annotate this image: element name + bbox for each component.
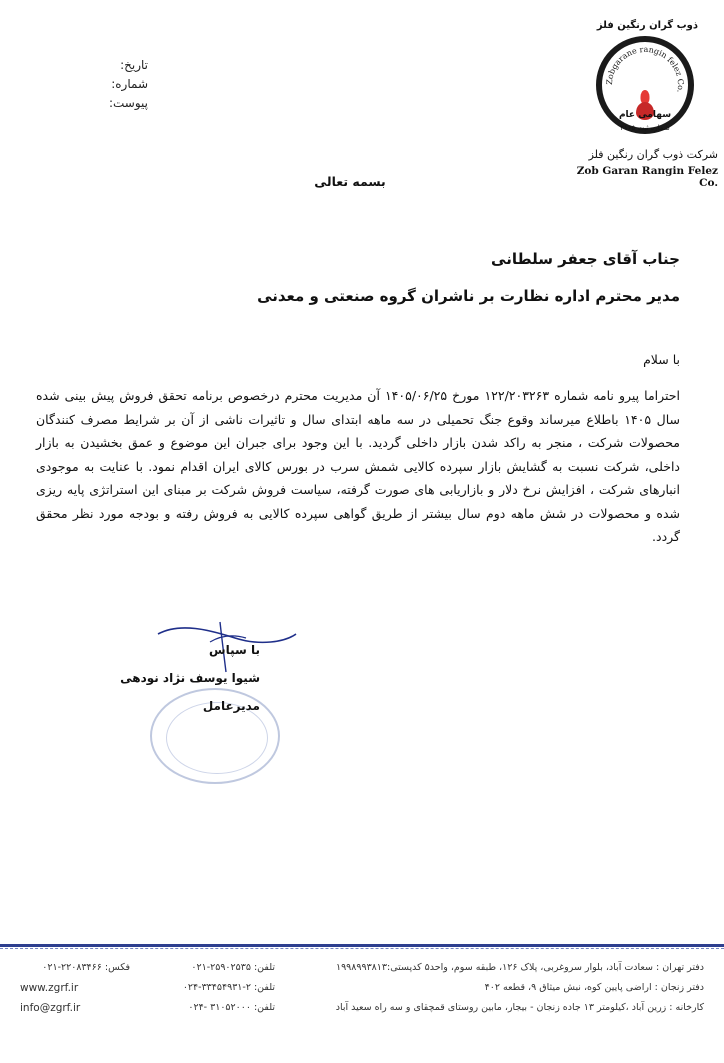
- number-label: شماره:: [111, 77, 148, 91]
- fax-number: فکس: ۲۲۰۸۳۴۶۶-۰۲۱: [42, 962, 130, 973]
- address-factory: کارخانه : زرین آباد ،کیلومتر ۱۳ جاده زنجان - بیجار، مابین روستای قمچقای و سه راه سعید آباد: [335, 1002, 704, 1013]
- footer-dashed-divider: [0, 948, 724, 950]
- footer-addresses: [290, 958, 704, 1018]
- attachment-label: پیوست:: [108, 96, 148, 110]
- footer-phones: [135, 958, 275, 1018]
- logo-brand-text: ذوب گران رنگین فلز: [596, 20, 698, 31]
- recipient-name: جناب آقای جعفر سلطانی: [491, 250, 680, 268]
- footer-contact: [20, 958, 130, 1018]
- date-label: تاریخ:: [120, 58, 148, 72]
- signer-title: مدیرعامل: [202, 699, 260, 713]
- company-name-fa: شرکت ذوب گران رنگین فلز: [588, 148, 718, 161]
- website-link[interactable]: www.zgrf.ir: [20, 982, 79, 994]
- signature-block: [120, 636, 260, 720]
- address-zanjan: دفتر زنجان : اراضی پایین کوه، نبش میثاق ۹، قطعه ۴۰۲: [484, 982, 704, 993]
- phone-tehran: تلفن: ۲۵۹۰۲۵۳۵-۰۲۱: [191, 962, 275, 973]
- basmala: بسمه تعالی: [314, 174, 386, 189]
- footer-divider: [0, 944, 724, 947]
- letter-body: احتراما پیرو نامه شماره ۱۲۲/۲۰۳۲۶۳ مورخ ۱۴۰۵/۰۶/۲۵ آن مدیریت محترم درخصوص برنامه تحقق فروش پیش بینی شده سال ۱۴۰۵ باطلاع میرساند وقوع جنگ تحمیلی در سه ماهه ابتدای سال و تاثیرات ناشی از آن بر شرایط مصرف کنندگان محصولات شرکت ، منجر به راکد شدن بازار داخلی گردید. با این وجود برای جبران این موضوع و عمق بخشیدن به بازار داخلی، شرکت نسبت به گشایش بازار سپرده کالایی شمش سرب در بورس کالای ایران اقدام نمود. با عنایت به موجودی انبارهای شرکت ، افزایش نرخ دلار و بازاریابی های صورت گرفته، سیاست فروش شرکت بر مبنای این استراتژی پایه ریزی شده و محصولات در شش ماهه دوم سال بیشتر از طریق گواهی سپرده کالایی به فروش رفته و بودجه مورد نظر محقق گردد.: [36, 388, 680, 544]
- company-logo: [586, 18, 704, 142]
- phone-factory: تلفن: ۳۱۰۵۲۰۰۰ -۰۲۴: [188, 1002, 275, 1013]
- signer-name: شیوا یوسف نژاد نودهی: [120, 671, 260, 685]
- phone-zanjan: تلفن: ۲-۳۳۴۵۴۹۳۱-۰۲۴: [182, 982, 275, 993]
- letter-meta: [68, 56, 148, 113]
- recipient-title: مدیر محترم اداره نظارت بر ناشران گروه صنعتی و معدنی: [257, 287, 680, 305]
- email-link[interactable]: info@zgrf.ir: [20, 1002, 81, 1014]
- logo-registration: شماره ثبت ۲۱۶۵: [620, 124, 670, 132]
- svg-text:Zobgarane rangin felez Co.: [605, 45, 685, 94]
- address-tehran: دفتر تهران : سعادت آباد، بلوار سروغربی، پلاک ۱۲۶، طبقه سوم، واحد۵ کدپستی:۱۹۹۸۹۹۳۸۱۳: [335, 962, 704, 973]
- logo-ring-text: Zobgarane rangin felez Co.: [604, 44, 686, 94]
- logo-company-type: سهامی عام: [618, 110, 672, 120]
- closing-text: با سپاس: [209, 643, 260, 657]
- greeting: با سلام: [643, 352, 680, 367]
- company-name-en: Zob Garan Rangin Felez Co.: [576, 165, 718, 189]
